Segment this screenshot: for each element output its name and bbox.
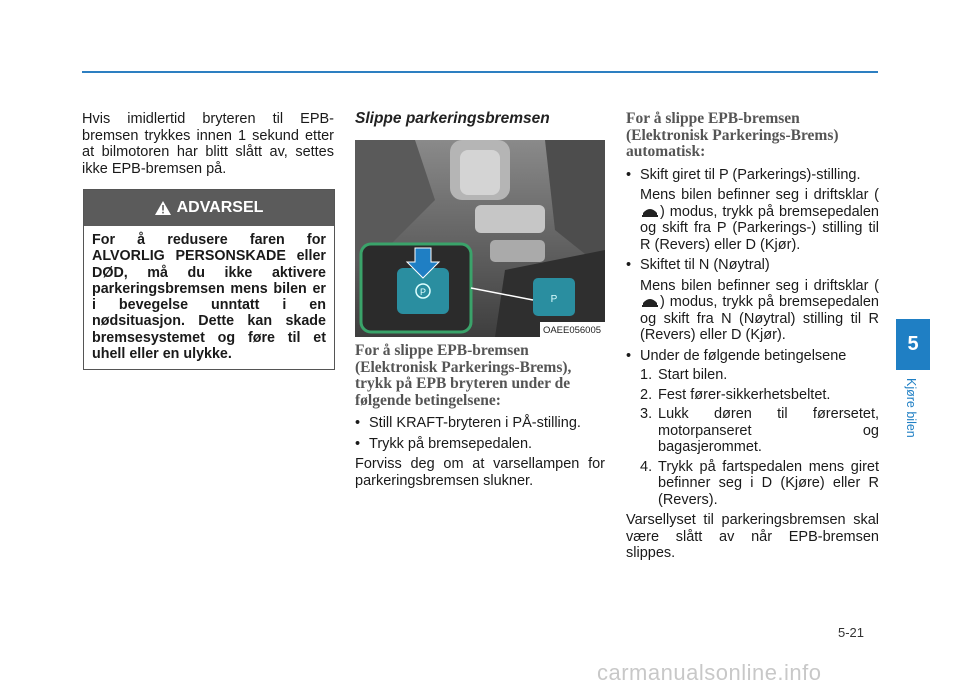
console-illustration bbox=[355, 140, 605, 337]
step-item: 3. Lukk døren til førersetet, motorpanseret og bagasjerommet. bbox=[640, 406, 879, 455]
column-2-lower bbox=[355, 343, 605, 489]
step-item: 1. Start bilen. bbox=[640, 367, 728, 383]
indented-paragraph: Mens bilen befinner seg i driftsklar () modus, trykk på bremsepedalen og skift fra N (Nøytral) stilling til R (Revers) eller D (Kjør). bbox=[640, 277, 879, 343]
step-item: 2. Fest fører-sikkerhetsbeltet. bbox=[640, 386, 831, 403]
chapter-tab: 5 bbox=[896, 319, 930, 370]
watermark: carmanualsonline.info bbox=[597, 660, 822, 685]
epb-switch-photo bbox=[355, 140, 605, 337]
step-item: 4. Trykk på fartspedalen mens giret befinner seg i D (Kjøre) eller R (Revers). bbox=[640, 458, 879, 508]
header-rule bbox=[82, 71, 878, 73]
bullet-item: • Trykk på bremsepedalen. bbox=[355, 435, 533, 452]
warning-text: For å redusere faren for ALVORLIG PERSONSKADE eller DØD, må du ikke aktivere parkeringsbremsen mens bilen er i bevegelse unntatt i en nødsituasjon. Dette kan skade bremsesystemet og føre til et uhell eller en ulykke. bbox=[92, 232, 326, 363]
bullet-item: • Skiftet til N (Nøytral) bbox=[626, 257, 770, 273]
column-1 bbox=[82, 111, 334, 177]
closing-paragraph: Varsellyset til parkeringsbremsen skal være slått av når EPB-bremsen slippes. bbox=[626, 512, 879, 561]
ready-mode-icon bbox=[640, 295, 660, 309]
image-code: OAEE056005 bbox=[542, 325, 602, 336]
intro-paragraph: Hvis imidlertid bryteren til EPB-bremsen trykkes innen 1 sekund etter at bilmotoren har blitt slått av, settes ikke EPB-bremsen på. bbox=[82, 111, 334, 177]
release-subheading: For å slippe EPB-bremsen (Elektronisk Parkerings-Brems), trykk på EPB bryteren under de følgende betingelsene: bbox=[355, 342, 572, 409]
ready-mode-icon bbox=[640, 205, 660, 219]
svg-text:P: P bbox=[419, 287, 427, 297]
bullet-item: • Skift giret til P (Parkerings)-stilling. bbox=[626, 166, 861, 183]
warning-triangle-icon bbox=[155, 201, 171, 215]
chapter-label: Kjøre bilen bbox=[904, 378, 918, 438]
warning-header bbox=[84, 190, 334, 226]
auto-release-subheading: For å slippe EPB-bremsen (Elektronisk Parkerings-Brems) automatisk: bbox=[626, 110, 839, 160]
bullet-item: • Under de følgende betingelsene bbox=[626, 347, 847, 364]
bullet-item: • Still KRAFT-bryteren i PÅ-stilling. bbox=[355, 415, 581, 431]
section-heading: Slippe parkeringsbremsen bbox=[355, 110, 550, 127]
note-paragraph: Forviss deg om at varsellampen for parkeringsbremsen slukner. bbox=[355, 456, 605, 489]
indented-paragraph: Mens bilen befinner seg i driftsklar () modus, trykk på bremsepedalen og skift fra P (Parkerings-) stilling til R (Revers) eller D (Kjør). bbox=[640, 187, 879, 253]
warning-box bbox=[83, 189, 335, 370]
column-2 bbox=[355, 111, 605, 128]
svg-text:P: P bbox=[550, 294, 558, 305]
warning-title: ADVARSEL bbox=[176, 199, 264, 216]
column-3 bbox=[626, 111, 879, 562]
page-number: 5-21 bbox=[838, 625, 865, 640]
